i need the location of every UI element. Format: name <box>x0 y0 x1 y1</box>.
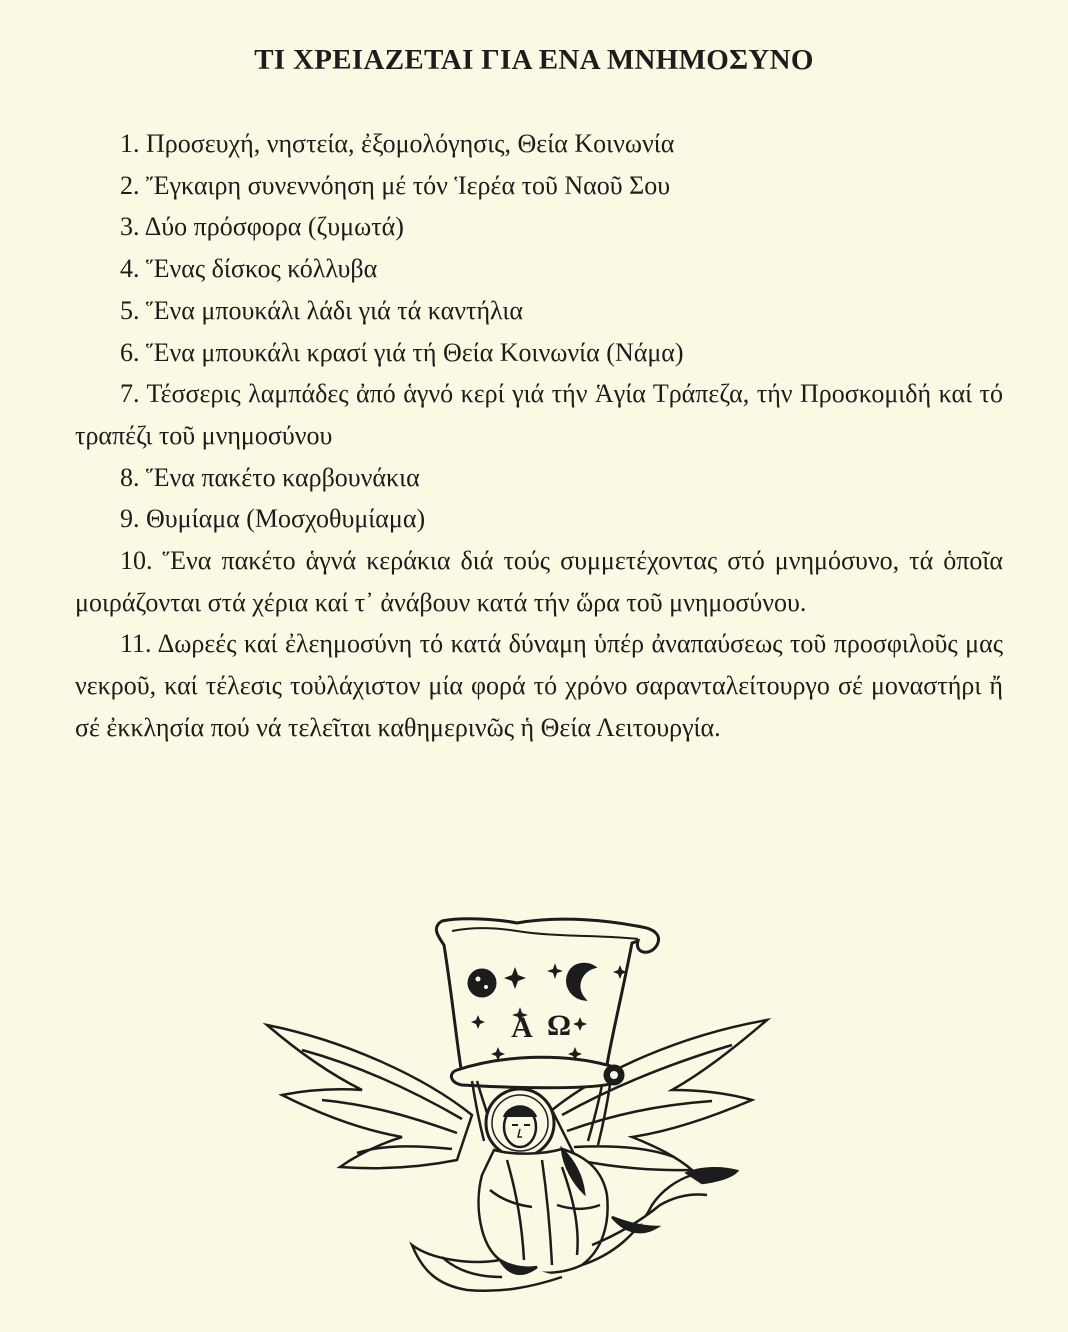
list-item: 5. Ἕνα μπουκάλι λάδι γιά τά καντήλια <box>120 295 523 325</box>
list-item: 1. Προσευχή, νηστεία, ἐξομολόγησις, Θεία Κοινωνία <box>120 129 675 158</box>
scroll <box>436 919 658 1088</box>
angel-with-scroll-illustration <box>262 905 772 1295</box>
list-item: 11. Δωρεές καί ἐλεημοσύνη τό κατά δύναμη ὑπέρ ἀναπαύσεως τοῦ προσφιλοῦς μας νεκροῦ, καί τέλεσις τοὐλάχιστον μία φορά τό χρόνο σαρανταλείτουργο σέ μοναστήρι ἤ σέ ἐκκλησία πού νά τελεῖται καθημερινῶς ἡ Θεία Λειτουργία. <box>75 629 1003 742</box>
alpha-letter: Α <box>511 1011 533 1044</box>
list-item: 10. Ἕνα πακέτο ἁγνά κεράκια διά τούς συμμετέχοντας στό μνημόσυνο, τά ὁποῖα μοιράζονται στά χέρια καί τ᾽ ἀνάβουν κατά τήν ὥρα τοῦ μνημοσύνου. <box>75 546 1003 617</box>
list-item: 6. Ἕνα μπουκάλι κρασί γιά τή Θεία Κοινωνία (Νάμα) <box>120 337 684 367</box>
left-wing <box>267 1025 472 1168</box>
list-item: 4. Ἕνας δίσκος κόλλυβα <box>120 254 378 284</box>
list-item: 7. Τέσσερις λαμπάδες ἀπό ἁγνό κερί γιά τήν Ἁγία Τράπεζα, τήν Προσκομιδή καί τό τραπέζι τοῦ μνημοσύνου <box>75 379 1003 450</box>
list-item: 9. Θυμίαμα (Μοσχοθυμίαμα) <box>120 504 426 534</box>
list-item: 2. Ἔγκαιρη συνεννόηση μέ τόν Ἱερέα τοῦ Ναοῦ Σου <box>120 170 671 200</box>
requirements-list <box>75 123 1003 749</box>
omega-letter: Ω <box>546 1009 572 1042</box>
list-item: 3. Δύο πρόσφορα (ζυμωτά) <box>120 212 404 242</box>
list-item: 8. Ἕνα πακέτο καρβουνάκια <box>120 462 420 492</box>
page-title: ΤΙ ΧΡΕΙΑΖΕΤΑΙ ΓΙΑ ΕΝΑ ΜΝΗΜΟΣΥΝΟ <box>254 44 814 76</box>
